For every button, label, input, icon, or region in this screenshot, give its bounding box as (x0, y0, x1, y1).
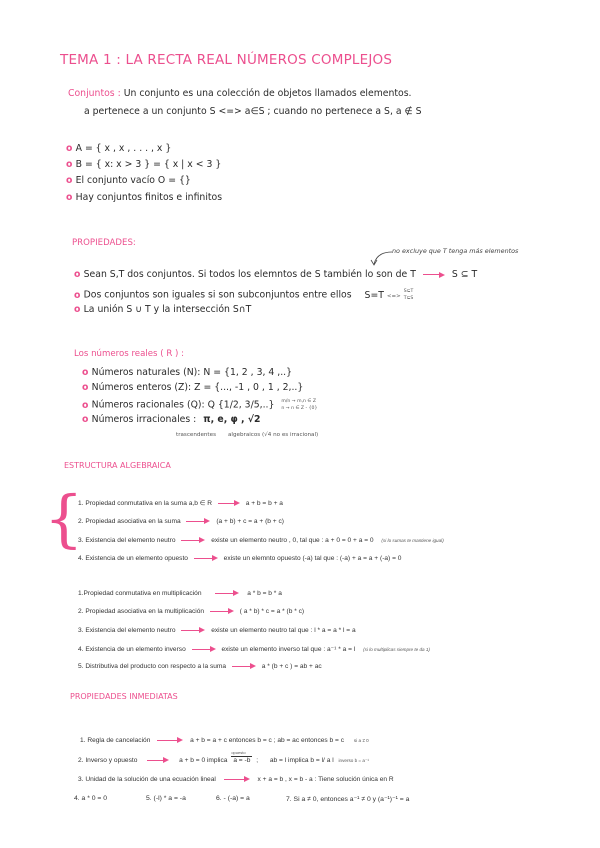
racional-note (281, 398, 317, 412)
arrow-icon (194, 555, 218, 561)
mult-row (78, 627, 356, 634)
inmediata-5: 5. (-l) * a = -a (146, 795, 186, 802)
prop-label: 2. Propiedad asociativa en la multiplicación (78, 608, 205, 615)
prop-result: existe un elemento neutro , 0, tal que : a + 0 = 0 + a = 0 (211, 537, 374, 544)
prop-label: 5. Distributiva del producto con respecto a la suma (78, 663, 227, 670)
prop-result: ( a * b) * c = a * (b * c) (239, 608, 305, 615)
inmediatas-heading: PROPIEDADES INMEDIATAS (70, 692, 178, 701)
prop-note: (si lo multiplicas siempre te da 1) (363, 647, 430, 652)
real-item-racionales (82, 398, 317, 412)
prop-result: a + b = b + a (245, 500, 283, 507)
inmediata-7: 7. Si a ≠ 0, entonces a⁻¹ ≠ 0 y (a⁻¹)⁻¹ = a (286, 796, 410, 803)
arrow-icon (232, 663, 256, 669)
arrow-icon (423, 272, 445, 278)
prop-result: existe un elemnto opuesto (-a) tal que : (-a) + a = a + (-a) = 0 (223, 555, 402, 562)
prop-label: 3. Existencia del elemento neutro (78, 627, 176, 634)
inmediata-6: 6. - (-a) = a (216, 795, 250, 802)
real-item-irracionales (82, 414, 260, 425)
mult-row (78, 645, 430, 653)
arrow-icon (224, 776, 250, 782)
conjunto-example: o A = { x , x , . . . , x } (66, 143, 171, 154)
arrow-icon (192, 646, 216, 652)
prop-label: 4. Existencia de un elemento inverso (78, 646, 186, 653)
arrow-icon (218, 500, 240, 506)
arrow-icon (157, 737, 183, 743)
iff-symbol: <=> (386, 293, 401, 300)
irracional-symbols: π, e, φ , √2 (203, 414, 261, 425)
algebraicos-label: algebraicos (√4 no es irracional) (228, 432, 319, 438)
real-item: o Números naturales (N): N = {1, 2 , 3, 4 ,..} (82, 367, 292, 378)
prop-label: 3. Existencia del elemento neutro (78, 537, 176, 544)
prop-label: 2. Propiedad asociativa en la suma (78, 518, 181, 525)
mult-row (78, 590, 282, 597)
estructura-heading: ESTRUCTURA ALGEBRAICA (64, 461, 171, 470)
prop-result: x + a = b , x = b - a : Tiene solución única en R (257, 776, 394, 783)
propiedad-result: S ⊆ T (451, 269, 478, 280)
conjunto-example: o El conjunto vacío O = {} (66, 175, 191, 186)
propiedad-text: Dos conjuntos son iguales si son subconjuntos entre ellos (83, 289, 352, 301)
propiedad-text: Sean S,T dos conjuntos. Si todos los elemntos de S también lo son de T (83, 269, 416, 280)
propiedades-heading: PROPIEDADES: (72, 238, 136, 248)
mult-row (78, 663, 322, 670)
suma-row (78, 499, 283, 507)
page-title: TEMA 1 : LA RECTA REAL NÚMEROS COMPLEJOS (60, 52, 393, 68)
arrow-icon (210, 608, 234, 614)
prop-label: 1. Propiedad conmutativa en la suma a,b ∈ R (78, 500, 213, 507)
prop-result: (a + b) + c = a + (b + c) (216, 518, 284, 525)
inmediata-row-3 (78, 776, 394, 783)
prop-label: 1.Propiedad conmutativa en multiplicación (78, 590, 202, 597)
prop-result: a + b = 0 implica (179, 757, 228, 764)
propiedades-note: no excluye que T tenga más elementos (392, 247, 519, 255)
prop-note: (si lo sumas te mantiene igual) (381, 538, 444, 543)
conjuntos-belongs: a pertenece a un conjunto S <=> a∈S ; cuando no pertenece a S, a ∉ S (84, 106, 422, 117)
prop-result: a * b = b * a (247, 590, 282, 597)
prop-label: 3. Unidad de la solución de una ecuación lineal (78, 776, 216, 783)
boxed-label: opuesto (231, 750, 246, 755)
reales-heading: Los números reales ( R ) : (74, 349, 185, 359)
real-item: Números irracionales : (91, 414, 197, 425)
propiedad-item-1 (74, 269, 477, 280)
prop-label: 2. Inverso y opuesto (78, 757, 138, 764)
real-item: Números racionales (Q): Q {1/2, 3/5,..} (91, 399, 275, 411)
prop-label: 4. Existencia de un elemento opuesto (78, 555, 188, 562)
inmediata-4: 4. a * 0 = 0 (74, 795, 108, 802)
suma-row (78, 555, 401, 562)
stack-bottom: T⊆S (403, 296, 414, 301)
suma-row (78, 537, 444, 544)
conjunto-example: o Hay conjuntos finitos e infinitos (66, 192, 222, 203)
stack-top: S⊆T (403, 289, 414, 294)
arrow-icon (181, 537, 205, 543)
prop-note: si a ≠ 0 (353, 738, 369, 743)
prop-result: existe un elemento neutro tal que : l * a = a * l = a (211, 627, 356, 634)
arrow-icon (215, 590, 239, 596)
conjunto-example: o B = { x: x > 3 } = { x | x < 3 } (66, 159, 221, 170)
propiedad-item-3: o La unión S ∪ T y la intersección S∩T (74, 304, 251, 315)
note-pointer-arrow (368, 248, 396, 268)
racional-note-top: m/n → m,n ∈ Z (281, 399, 317, 404)
boxed-value: a = -b (233, 757, 251, 764)
arrow-icon (147, 757, 169, 763)
arrow-icon (186, 518, 210, 524)
inmediata-row-2: 2. Inverso y opuesto a + b = 0 implica opuesto a = -b ; ab = l implica b = l/ a l inverso b = a⁻¹ (78, 750, 369, 764)
prop-result: a + b = a + c entonces b = c ; ab = ac entonces b = c (190, 737, 345, 744)
conjuntos-heading: Conjuntos : (68, 88, 121, 99)
racional-note-bottom: n → n ∈ Z - {0} (281, 406, 318, 411)
prop-result-2: ab = l implica b = l/ a l (269, 757, 334, 764)
trascendentes-label: trascendentes (176, 432, 216, 438)
conjuntos-definition: Un conjunto es una colección de objetos llamados elementos. (123, 88, 412, 99)
boxed-opuesto (231, 750, 252, 764)
subset-stack (404, 288, 414, 302)
prop-note: inverso b = a⁻¹ (338, 758, 369, 763)
prop-label: 1. Regla de cancelación (80, 737, 151, 744)
real-item: o Números enteros (Z): Z = {..., -1 , 0 , 1 , 2,..} (82, 382, 303, 393)
prop-result: a * (b + c ) = ab + ac (261, 663, 322, 670)
arrow-icon (181, 627, 205, 633)
mult-row (78, 608, 304, 615)
prop-result: existe un elemento inverso tal que : a⁻¹ * a = l (221, 646, 356, 653)
propiedad-item-2 (74, 288, 413, 302)
conjuntos-definition-line (68, 88, 412, 99)
left-brace: { (44, 482, 84, 555)
propiedad-result: S=T (364, 289, 384, 301)
suma-row (78, 518, 284, 525)
inmediata-row-1 (80, 737, 369, 744)
